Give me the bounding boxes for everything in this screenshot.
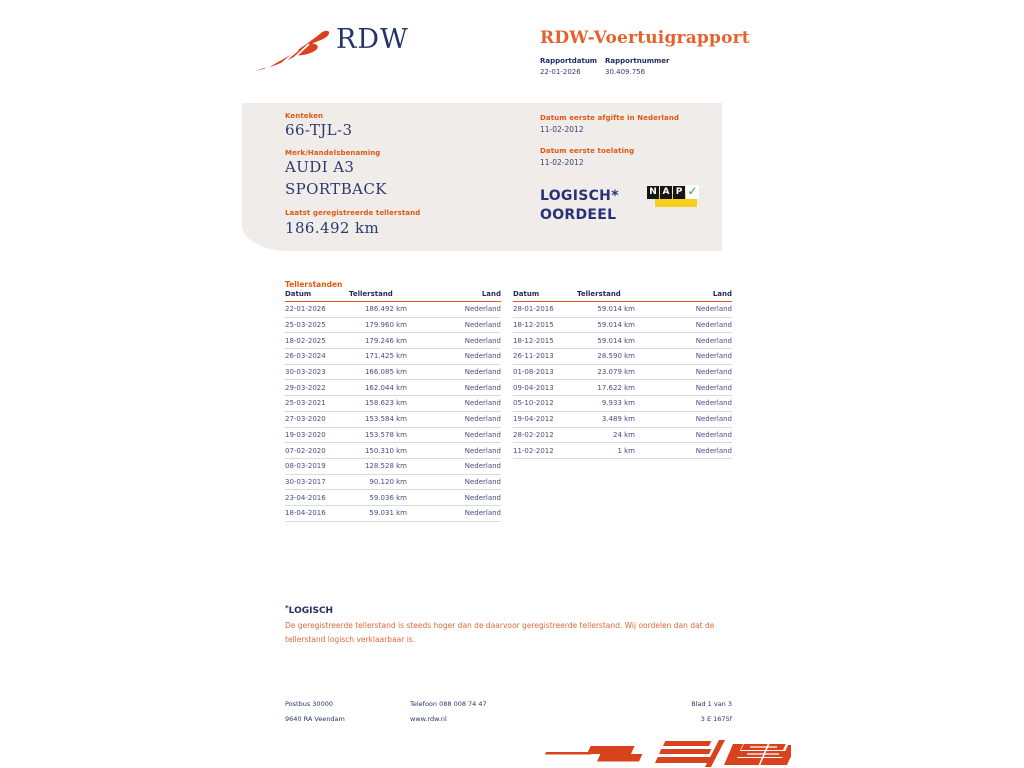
cell-datum: 05-10-2012 <box>513 399 554 408</box>
cell-tellerstand: 24 km <box>612 430 635 439</box>
nap-letter-a: A <box>660 186 672 199</box>
cell-land: Nederland <box>464 509 501 518</box>
cell-land: Nederland <box>464 399 501 408</box>
tellerstand-row <box>513 443 732 459</box>
tellerstand-row <box>285 475 501 491</box>
tellerstand-row <box>285 349 501 365</box>
cell-land: Nederland <box>464 336 501 345</box>
tellerstand-value: 186.492 km <box>285 219 380 237</box>
col-header-land: Land <box>712 290 732 298</box>
cell-datum: 30-03-2017 <box>285 477 326 486</box>
footer-address-line2: 9640 RA Veendam <box>285 715 345 723</box>
rdw-logo-text: RDW <box>336 24 409 55</box>
tellerstand-row <box>285 302 501 318</box>
cell-datum: 28-02-2012 <box>513 430 554 439</box>
footer-website: www.rdw.nl <box>410 715 447 723</box>
cell-land: Nederland <box>464 305 501 314</box>
nap-letter-p: P <box>673 186 685 199</box>
cell-tellerstand: 179.246 km <box>364 336 407 345</box>
cell-land: Nederland <box>695 336 732 345</box>
report-number-label: Rapportnummer <box>605 57 670 65</box>
cell-datum: 19-03-2020 <box>285 430 326 439</box>
tellerstand-row <box>285 380 501 396</box>
cell-land: Nederland <box>464 462 501 471</box>
kenteken-value: 66-TJL-3 <box>285 121 353 139</box>
cell-datum: 19-04-2012 <box>513 415 554 424</box>
tellerstanden-table-left <box>285 290 501 522</box>
cell-tellerstand: 59.014 km <box>597 336 635 345</box>
tellerstand-label: Laatst geregistreerde tellerstand <box>285 209 421 217</box>
cell-tellerstand: 1 km <box>617 446 635 455</box>
cell-land: Nederland <box>464 477 501 486</box>
cell-land: Nederland <box>695 321 732 330</box>
cell-datum: 22-01-2026 <box>285 305 326 314</box>
cell-land: Nederland <box>695 368 732 377</box>
cell-datum: 25-03-2021 <box>285 399 326 408</box>
tellerstand-row <box>513 396 732 412</box>
report-date-label: Rapportdatum <box>540 57 598 65</box>
col-header-datum: Datum <box>513 290 540 298</box>
footnote-title <box>285 604 333 616</box>
cell-land: Nederland <box>695 415 732 424</box>
cell-datum: 07-02-2020 <box>285 446 326 455</box>
table-body <box>285 302 501 522</box>
tellerstand-row <box>285 333 501 349</box>
tellerstand-row <box>285 318 501 334</box>
footer-page-info: Blad 1 van 3 <box>691 700 732 708</box>
footnote-title-text: LOGISCH <box>288 606 334 616</box>
cell-datum: 01-08-2013 <box>513 368 554 377</box>
nap-checkmark-icon: ✓ <box>687 184 698 198</box>
tellerstand-row <box>513 302 732 318</box>
cell-tellerstand: 128.528 km <box>364 462 407 471</box>
cell-land: Nederland <box>464 446 501 455</box>
cell-tellerstand: 186.492 km <box>364 305 407 314</box>
tellerstand-row <box>513 428 732 444</box>
cell-tellerstand: 9.933 km <box>601 399 635 408</box>
col-header-datum: Datum <box>285 290 312 298</box>
rdw-feather-fragments-decoration <box>545 739 791 768</box>
cell-tellerstand: 59.014 km <box>597 305 635 314</box>
tellerstand-row <box>285 412 501 428</box>
cell-datum: 28-01-2016 <box>513 305 554 314</box>
cell-land: Nederland <box>464 383 501 392</box>
tellerstanden-section-title: Tellerstanden <box>285 280 343 289</box>
cell-datum: 18-12-2015 <box>513 321 554 330</box>
oordeel-line1: LOGISCH* <box>540 188 619 204</box>
footnote-asterisk: * <box>285 604 289 612</box>
tellerstand-row <box>285 506 501 522</box>
afgifte-value: 11-02-2012 <box>540 125 584 134</box>
tellerstand-row <box>285 365 501 381</box>
footer-phone: Telefoon 088 008 74 47 <box>410 700 487 708</box>
table-header-row <box>285 290 501 302</box>
cell-datum: 23-04-2016 <box>285 493 326 502</box>
cell-datum: 11-02-2012 <box>513 446 554 455</box>
tellerstand-row <box>513 318 732 334</box>
afgifte-label: Datum eerste afgifte in Nederland <box>540 114 680 122</box>
cell-land: Nederland <box>695 352 732 361</box>
oordeel-line2: OORDEEL <box>540 207 617 223</box>
page-title: RDW-Voertuigrapport <box>540 28 750 48</box>
merk-value-line1: AUDI A3 <box>285 158 355 176</box>
cell-datum: 08-03-2019 <box>285 462 326 471</box>
cell-datum: 25-03-2025 <box>285 321 326 330</box>
cell-tellerstand: 153.584 km <box>364 415 407 424</box>
cell-tellerstand: 3.489 km <box>601 415 635 424</box>
table-header-row <box>513 290 732 302</box>
tellerstand-row <box>285 443 501 459</box>
cell-tellerstand: 59.031 km <box>369 509 407 518</box>
tellerstand-row <box>513 412 732 428</box>
footnote-text: De geregistreerde tellerstand is steeds hoger dan de daarvoor geregistreerde tellerstand. Wij oordelen dan dat de tellerstand logisch verklaarbaar is. <box>285 621 715 644</box>
tellerstand-row <box>285 490 501 506</box>
footer-form-code: 3 E 1675f <box>700 715 732 723</box>
cell-tellerstand: 59.036 km <box>369 493 407 502</box>
cell-tellerstand: 162.044 km <box>364 383 407 392</box>
report-number-value: 30.409.756 <box>605 68 646 76</box>
tellerstand-row <box>285 459 501 475</box>
cell-tellerstand: 23.079 km <box>597 368 635 377</box>
cell-tellerstand: 17.622 km <box>597 383 635 392</box>
cell-datum: 18-12-2015 <box>513 336 554 345</box>
cell-tellerstand: 166.085 km <box>364 368 407 377</box>
cell-tellerstand: 158.623 km <box>364 399 407 408</box>
tellerstanden-table-right <box>513 290 732 459</box>
report-date-value: 22-01-2026 <box>540 68 581 76</box>
nap-check-icon <box>647 184 699 212</box>
cell-land: Nederland <box>695 383 732 392</box>
cell-tellerstand: 59.014 km <box>597 321 635 330</box>
nap-letter-n: N <box>647 186 659 199</box>
cell-land: Nederland <box>464 430 501 439</box>
cell-land: Nederland <box>464 321 501 330</box>
cell-datum: 09-04-2013 <box>513 383 554 392</box>
toelating-label: Datum eerste toelating <box>540 147 635 155</box>
cell-datum: 27-03-2020 <box>285 415 326 424</box>
cell-land: Nederland <box>695 446 732 455</box>
cell-datum: 30-03-2023 <box>285 368 326 377</box>
cell-land: Nederland <box>464 368 501 377</box>
col-header-tellerstand: Tellerstand <box>349 290 393 298</box>
rdw-feather-icon <box>253 27 333 73</box>
merk-label: Merk/Handelsbenaming <box>285 149 381 157</box>
cell-tellerstand: 28.590 km <box>597 352 635 361</box>
tellerstand-row <box>513 365 732 381</box>
cell-datum: 18-04-2016 <box>285 509 326 518</box>
footer-address-line1: Postbus 30000 <box>285 700 333 708</box>
cell-land: Nederland <box>695 399 732 408</box>
cell-tellerstand: 150.310 km <box>364 446 407 455</box>
kenteken-label: Kenteken <box>285 112 324 120</box>
cell-land: Nederland <box>464 352 501 361</box>
cell-tellerstand: 153.578 km <box>364 430 407 439</box>
tellerstand-row <box>513 349 732 365</box>
cell-land: Nederland <box>695 430 732 439</box>
tellerstand-row <box>285 396 501 412</box>
table-body <box>513 302 732 459</box>
cell-land: Nederland <box>464 415 501 424</box>
cell-datum: 18-02-2025 <box>285 336 326 345</box>
cell-tellerstand: 171.425 km <box>364 352 407 361</box>
col-header-tellerstand: Tellerstand <box>577 290 621 298</box>
cell-tellerstand: 179.960 km <box>364 321 407 330</box>
merk-value-line2: SPORTBACK <box>285 180 387 198</box>
cell-tellerstand: 90.120 km <box>369 477 407 486</box>
cell-datum: 29-03-2022 <box>285 383 326 392</box>
tellerstand-row <box>513 380 732 396</box>
tellerstand-row <box>285 428 501 444</box>
cell-datum: 26-03-2024 <box>285 352 326 361</box>
cell-datum: 26-11-2013 <box>513 352 554 361</box>
col-header-land: Land <box>481 290 501 298</box>
cell-land: Nederland <box>464 493 501 502</box>
tellerstand-row <box>513 333 732 349</box>
toelating-value: 11-02-2012 <box>540 158 584 167</box>
cell-land: Nederland <box>695 305 732 314</box>
